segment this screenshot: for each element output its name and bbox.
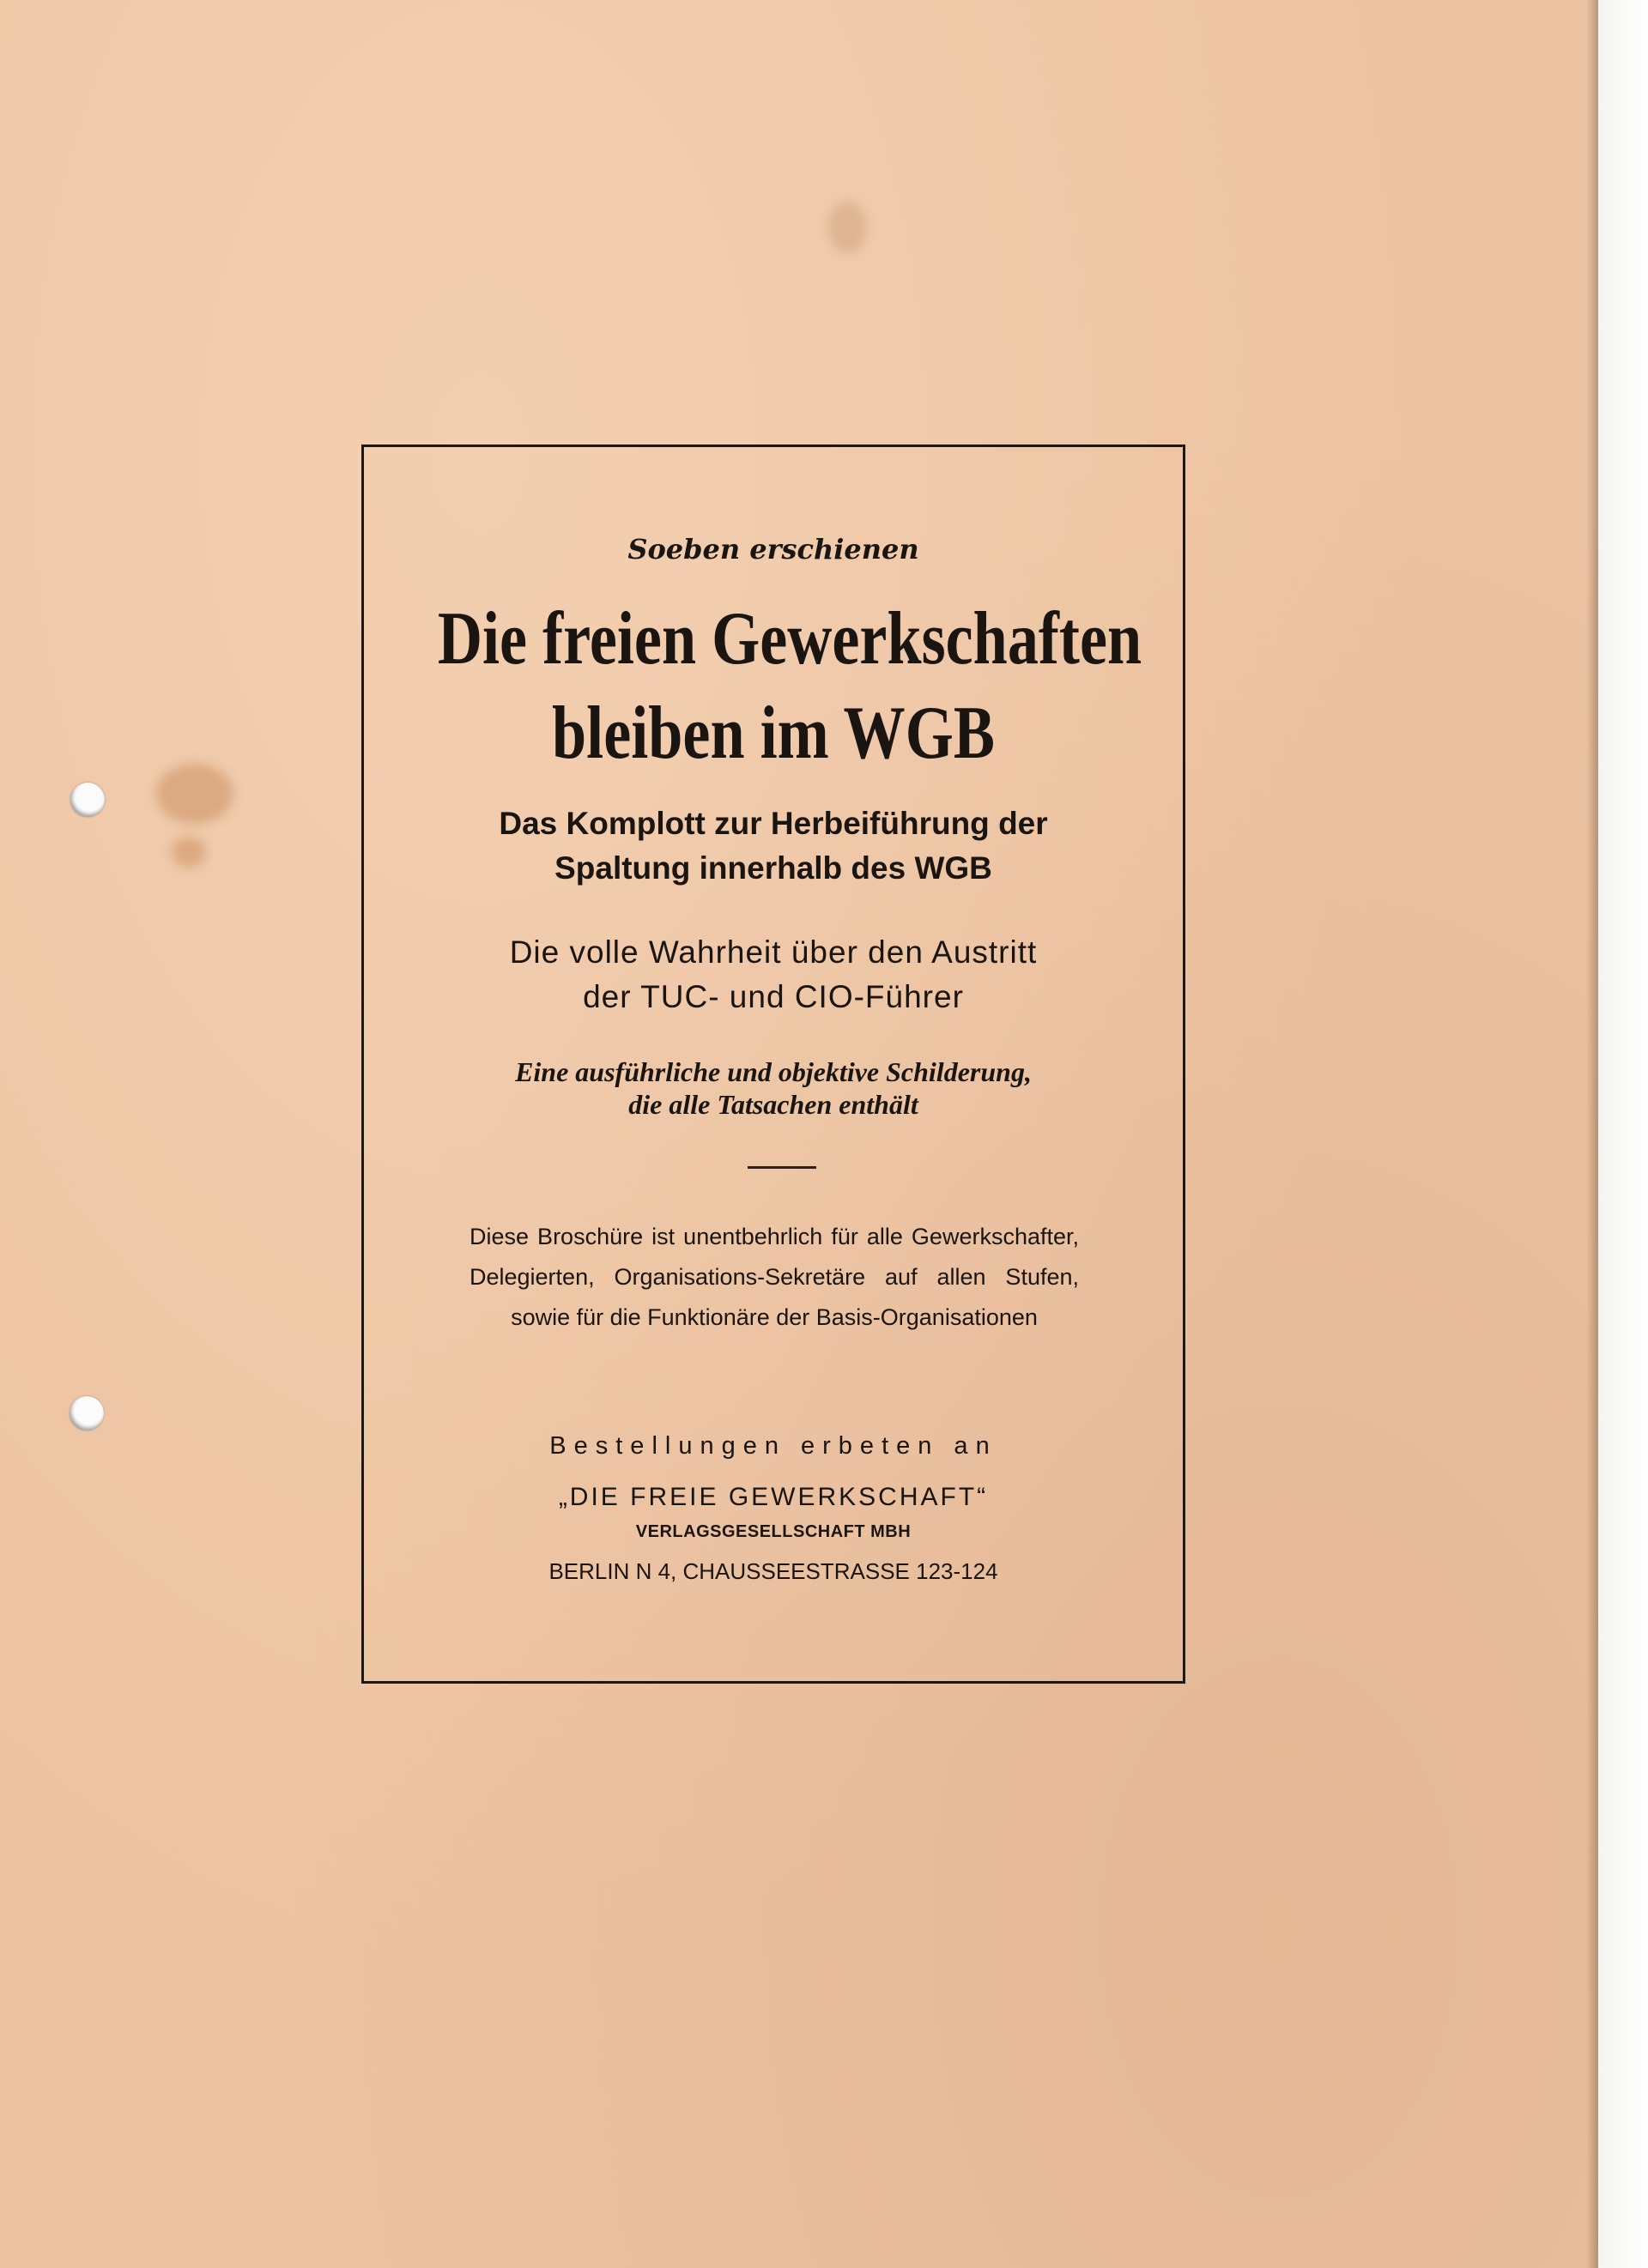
- ad-truth-line-2: der TUC- und CIO-Führer: [583, 979, 964, 1014]
- section-divider: [748, 1166, 816, 1169]
- ad-headline-line-1: Die freien Gewerkschaften: [437, 597, 1142, 680]
- ad-description-line-2: die alle Tatsachen enthält: [628, 1089, 918, 1120]
- ad-kicker: Soeben erschienen: [627, 533, 919, 565]
- publisher-address: BERLIN N 4, CHAUSSEESTRASSE 123-124: [548, 1558, 998, 1584]
- punch-hole: [70, 783, 105, 817]
- ad-body-text: Diese Broschüre ist unentbehrlich für alle Gewerkschafter, Delegierten, Organisations-Sekretäre auf allen Stufen, sowie für die Funktionäre der Basis-Organisationen: [470, 1224, 1079, 1330]
- paper-stain: [172, 837, 206, 868]
- paper-stain: [828, 202, 866, 253]
- ad-truth-line-1: Die volle Wahrheit über den Austritt: [509, 934, 1038, 970]
- ad-subtitle-line-2: Spaltung innerhalb des WGB: [554, 850, 992, 886]
- ad-headline-line-2: bleiben im WGB: [552, 692, 995, 775]
- advertisement-box: [361, 445, 1185, 1684]
- publisher-company: VERLAGSGESELLSCHAFT MBH: [635, 1522, 912, 1541]
- page-edge-shadow: [1586, 0, 1598, 2268]
- paper-stain: [156, 764, 233, 824]
- scan-background: [1598, 0, 1648, 2268]
- ad-description-line-1: Eine ausführliche und objektive Schilderung,: [515, 1056, 1032, 1087]
- punch-hole: [70, 1396, 104, 1430]
- order-label: Bestellungen erbeten an: [549, 1432, 997, 1460]
- ad-subtitle-line-1: Das Komplott zur Herbeiführung der: [499, 806, 1048, 841]
- publisher-name: „DIE FREIE GEWERKSCHAFT“: [558, 1483, 989, 1511]
